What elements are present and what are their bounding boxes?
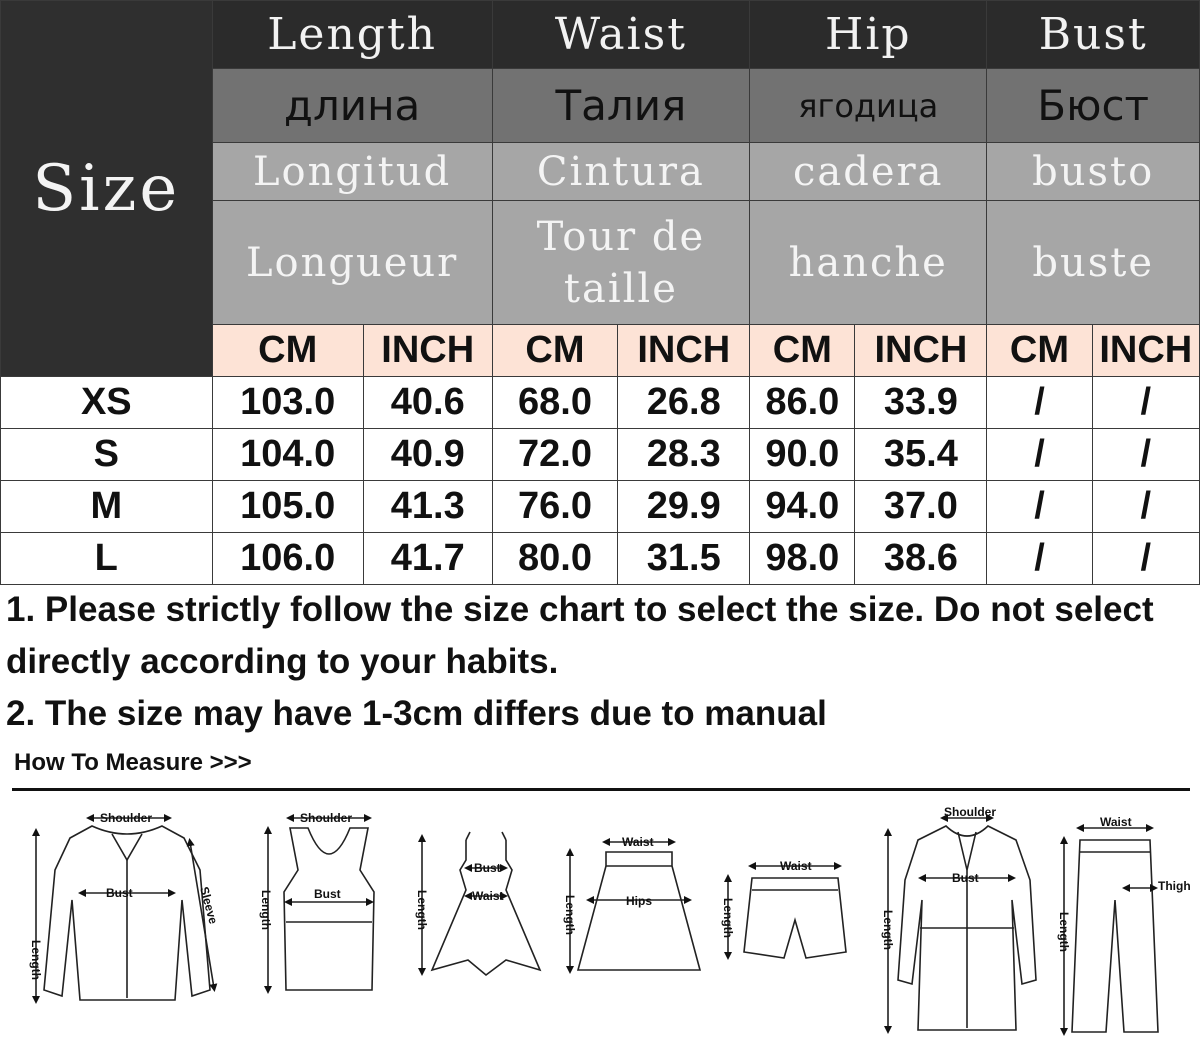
- coat-icon: [888, 818, 1036, 1030]
- shoulder-label: Shoulder: [944, 805, 997, 819]
- hip-label-es: cadera: [750, 143, 987, 201]
- bust-label: Bust: [106, 886, 133, 900]
- how-to-measure-title: How To Measure >>>: [14, 749, 252, 776]
- bust-label: Bust: [314, 887, 341, 901]
- length-label: Length: [563, 895, 577, 935]
- tank-top-icon: [268, 818, 374, 990]
- length-label: Length: [29, 940, 43, 980]
- pants-icon: [1064, 828, 1158, 1032]
- bust-cm: /: [987, 377, 1092, 429]
- bust-inch: /: [1092, 533, 1199, 585]
- table-row: [1, 481, 1200, 533]
- hip-inch: 35.4: [855, 429, 987, 481]
- waist-label-es: Cintura: [492, 143, 750, 201]
- bust-inch: /: [1092, 481, 1199, 533]
- size-name: L: [1, 533, 213, 585]
- table-row: [1, 533, 1200, 585]
- waist-inch: 28.3: [618, 429, 750, 481]
- bust-inch: /: [1092, 377, 1199, 429]
- unit-cm: CM: [492, 325, 618, 377]
- waist-label-en: Waist: [492, 1, 750, 69]
- hip-cm: 94.0: [750, 481, 855, 533]
- length-inch: 40.6: [363, 377, 492, 429]
- bust-label: Bust: [952, 871, 979, 885]
- waist-label-fr: Tour de taille: [492, 201, 750, 325]
- length-label: Length: [1057, 912, 1071, 952]
- waist-label-ru: Талия: [492, 69, 750, 143]
- waist-label: Waist: [472, 889, 504, 903]
- length-cm: 103.0: [212, 377, 363, 429]
- waist-label: Waist: [780, 859, 812, 873]
- unit-inch: INCH: [1092, 325, 1199, 377]
- bust-label-fr: buste: [987, 201, 1200, 325]
- unit-cm: CM: [212, 325, 363, 377]
- size-header: Size: [1, 1, 213, 377]
- hip-label-en: Hip: [750, 1, 987, 69]
- hip-cm: 98.0: [750, 533, 855, 585]
- hip-label-fr: hanche: [750, 201, 987, 325]
- waist-label: Waist: [1100, 815, 1132, 829]
- hip-inch: 38.6: [855, 533, 987, 585]
- bust-cm: /: [987, 429, 1092, 481]
- size-notes: [0, 584, 1196, 740]
- size-name: XS: [1, 377, 213, 429]
- length-label-ru: длина: [212, 69, 492, 143]
- length-label-es: Longitud: [212, 143, 492, 201]
- size-name: M: [1, 481, 213, 533]
- length-inch: 41.7: [363, 533, 492, 585]
- length-label: Length: [721, 898, 735, 938]
- hip-cm: 86.0: [750, 377, 855, 429]
- waist-inch: 26.8: [618, 377, 750, 429]
- table-row: [1, 377, 1200, 429]
- unit-inch: INCH: [855, 325, 987, 377]
- hips-label: Hips: [626, 894, 653, 908]
- hip-label-ru: ягодица: [750, 69, 987, 143]
- waist-cm: 72.0: [492, 429, 618, 481]
- bust-cm: /: [987, 481, 1092, 533]
- bust-label: Bust: [474, 861, 501, 875]
- length-cm: 105.0: [212, 481, 363, 533]
- table-row: [1, 429, 1200, 481]
- bust-label-ru: Бюст: [987, 69, 1200, 143]
- length-inch: 40.9: [363, 429, 492, 481]
- shoulder-label: Shoulder: [300, 811, 353, 825]
- waist-inch: 29.9: [618, 481, 750, 533]
- waist-cm: 76.0: [492, 481, 618, 533]
- waist-cm: 68.0: [492, 377, 618, 429]
- blouse-icon: [36, 818, 214, 1000]
- waist-cm: 80.0: [492, 533, 618, 585]
- waist-label: Waist: [622, 835, 654, 849]
- length-label: Length: [881, 910, 895, 950]
- unit-cm: CM: [987, 325, 1092, 377]
- hip-inch: 37.0: [855, 481, 987, 533]
- length-cm: 106.0: [212, 533, 363, 585]
- waist-inch: 31.5: [618, 533, 750, 585]
- thigh-label: Thigh: [1158, 879, 1191, 893]
- shorts-icon: [728, 866, 846, 958]
- note-2: 2. The size may have 1-3cm differs due to manual: [6, 694, 827, 733]
- hip-inch: 33.9: [855, 377, 987, 429]
- unit-cm: CM: [750, 325, 855, 377]
- dress-icon: [422, 832, 540, 975]
- hip-cm: 90.0: [750, 429, 855, 481]
- bust-inch: /: [1092, 429, 1199, 481]
- note-1: 1. Please strictly follow the size chart to select the size. Do not select directly according to your habits.: [6, 590, 1154, 681]
- bust-label-en: Bust: [987, 1, 1200, 69]
- divider: [12, 788, 1190, 791]
- length-label-fr: Longueur: [212, 201, 492, 325]
- unit-inch: INCH: [363, 325, 492, 377]
- length-cm: 104.0: [212, 429, 363, 481]
- shoulder-label: Shoulder: [100, 811, 153, 825]
- sleeve-label: Sleeve: [197, 885, 221, 926]
- size-name: S: [1, 429, 213, 481]
- how-to-measure-diagrams: [0, 795, 1200, 1050]
- length-label-en: Length: [212, 1, 492, 69]
- unit-inch: INCH: [618, 325, 750, 377]
- length-inch: 41.3: [363, 481, 492, 533]
- bust-label-es: busto: [987, 143, 1200, 201]
- length-label: Length: [415, 890, 429, 930]
- length-label: Length: [259, 890, 273, 930]
- bust-cm: /: [987, 533, 1092, 585]
